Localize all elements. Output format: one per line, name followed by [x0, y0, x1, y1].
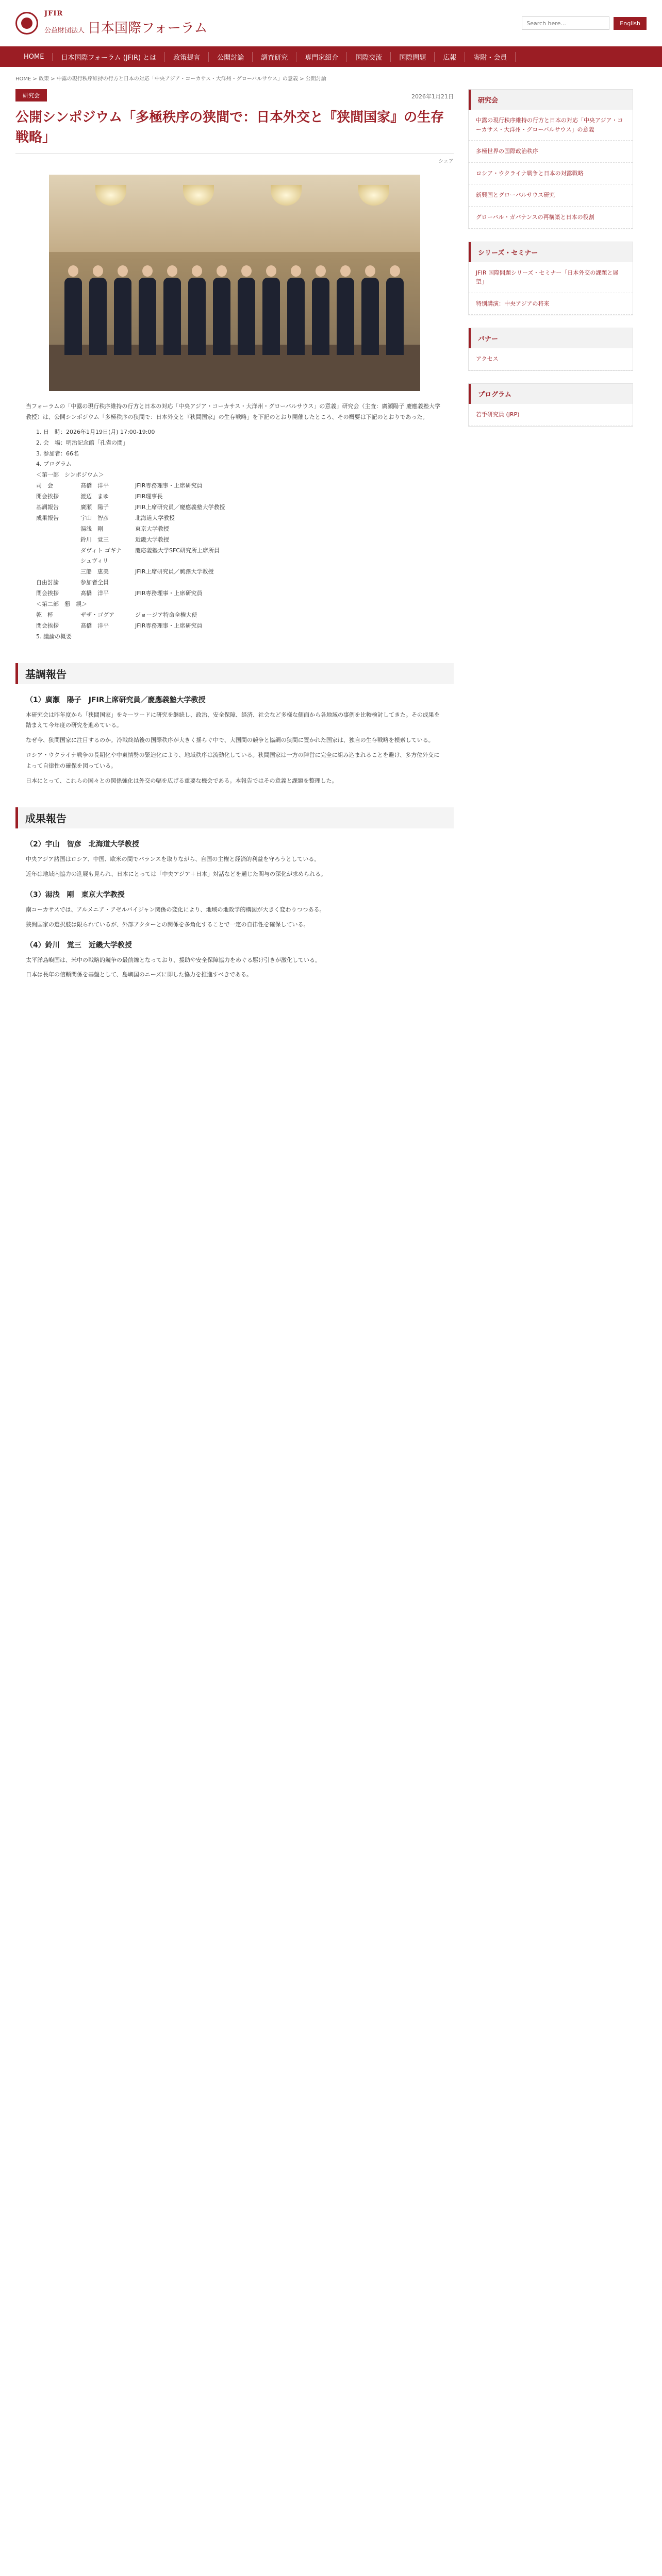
logo-ja: 日本国際フォーラム	[88, 21, 208, 36]
program-name: ダヴィト ゴギナシュヴィリ	[80, 547, 122, 565]
nav-item[interactable]: 広報	[435, 52, 465, 62]
share-row	[15, 157, 454, 164]
sidebar-box-research	[468, 89, 633, 229]
program-name: ザザ・ゴグア	[80, 611, 114, 618]
nav-item[interactable]: 調査研究	[253, 52, 296, 62]
program-role: 閉会挨拶	[36, 590, 59, 597]
sidebar-box-program	[468, 383, 633, 427]
nav-item[interactable]: 政策提言	[165, 52, 209, 62]
program-row	[36, 621, 433, 632]
results-heading: 成果報告	[15, 807, 454, 828]
sidebar-link[interactable]: 中露の現行秩序維持の行方と日本の対応「中央アジア・コーカサス・大洋州・グローバルサウス」の意義	[469, 110, 633, 141]
sidebar-heading: 研究会	[469, 90, 633, 110]
report-subheading: （4）鈴川 覚三 近畿大学教授	[26, 941, 132, 950]
program-row	[36, 546, 433, 567]
program-role: 開会挨拶	[36, 493, 59, 500]
program-role: 閉会挨拶	[36, 622, 59, 629]
english-button[interactable]: English	[614, 17, 647, 30]
keynote-subheading: （1）廣瀬 陽子 JFIR上席研究員／慶應義塾大学教授	[26, 696, 206, 704]
sidebar-link[interactable]: ロシア・ウクライナ戦争と日本の対露戦略	[469, 163, 633, 185]
logo-org: 公益財団法人	[44, 27, 85, 35]
program-org: 近畿大学教授	[135, 536, 169, 543]
nav-item[interactable]: 国際問題	[391, 52, 435, 62]
program-row	[36, 535, 433, 546]
program-row	[36, 567, 433, 578]
person-figure	[139, 265, 156, 355]
sidebar-heading: プログラム	[469, 384, 633, 404]
program-role	[36, 535, 72, 546]
person-figure	[213, 265, 230, 355]
program-item: 2. 会 場：明治記念館「孔雀の間」	[36, 439, 128, 446]
report-paragraph: 南コーカサスでは、アルメニア・アゼルバイジャン関係の変化により、地域の地政学的構図が大きく変わりつつある。	[26, 906, 325, 913]
program-name: 鈴川 覚三	[80, 536, 109, 543]
program-name: 参加者全員	[80, 579, 109, 586]
sidebar-link[interactable]: 若手研究員 (JRP)	[469, 404, 633, 426]
program-org: JFIR上席研究員／慶應義塾大学教授	[135, 504, 225, 511]
program-name: 髙橋 洋平	[80, 590, 109, 597]
program-org: 慶応義塾大学SFC研究所上席所員	[135, 547, 220, 554]
report-body	[15, 955, 454, 981]
search-input[interactable]	[522, 16, 609, 30]
report-paragraph: 近年は地域内協力の進展も見られ、日本にとっては「中央アジア＋日本」対話などを通じた関与の深化が求められる。	[26, 870, 326, 877]
program-item: 3. 参加者：66名	[36, 450, 79, 457]
sidebar-heading: バナー	[469, 328, 633, 348]
report-body	[15, 905, 454, 930]
program-name: 宇山 智彦	[80, 514, 109, 521]
jfir-logo-mark	[15, 12, 38, 35]
program-org: 北海道大学教授	[135, 514, 175, 521]
report-subheading: （2）宇山 智彦 北海道大学教授	[26, 840, 139, 849]
program-name: 髙橋 洋平	[80, 622, 109, 629]
nav-item[interactable]: 公開討論	[209, 52, 253, 62]
program-name: 湯浅 剛	[80, 525, 103, 532]
person-figure	[238, 265, 255, 355]
person-figure	[64, 265, 82, 355]
sidebar-heading: シリーズ・セミナー	[469, 242, 633, 262]
program-role	[36, 524, 72, 535]
sidebar-link[interactable]: アクセス	[469, 348, 633, 370]
program-item: 1. 日 時：2026年1月19日(月) 17:00-19:00	[36, 428, 155, 435]
person-figure	[337, 265, 354, 355]
keynote-paragraph: なぜ今、狭間国家に注目するのか。冷戦終結後の国際秩序が大きく揺らぐ中で、大国間の競争と協調の狭間に置かれた国家は、独自の生存戦略を模索している。	[26, 737, 434, 744]
intro-paragraph: 当フォーラムの「中露の現行秩序維持の行方と日本の対応「中央アジア・コーカサス・大洋州・グローバルサウス」の意義」研究会（主査：廣瀬陽子 慶應義塾大学教授）は、公開シンポジウム「多極秩序の狭間で：日本外交と『狭間国家』の生存戦略」を下記のとおり開催したところ、その概要は下記のとおりであった。	[26, 403, 440, 420]
nav-item[interactable]: 専門家紹介	[296, 52, 347, 62]
keynote-heading: 基調報告	[15, 663, 454, 684]
sidebar-box-seminar	[468, 242, 633, 316]
program-org: JFIR専務理事・上席研究員	[135, 482, 203, 489]
program-part2: ＜第二部 懇 親＞	[36, 601, 87, 608]
keynote-paragraph: ロシア・ウクライナ戦争の長期化や中東情勢の緊迫化により、地域秩序は流動化している。狭間国家は一方の陣営に完全に組み込まれることを避け、多方位外交によって自律性の確保を図っている。	[26, 752, 440, 770]
program-row	[36, 610, 433, 621]
group-photo	[49, 175, 420, 391]
program-name: 廣瀬 陽子	[80, 504, 109, 511]
category-tag[interactable]: 研究会	[15, 89, 47, 101]
keynote-paragraph: 日本にとって、これらの国々との関係強化は外交の幅を広げる重要な機会である。本報告ではその意義と課題を整理した。	[26, 777, 338, 785]
program-org: JFIR上席研究員／駒澤大学教授	[135, 568, 214, 575]
person-figure	[361, 265, 379, 355]
program-row	[36, 513, 433, 524]
site-logo[interactable]	[15, 10, 207, 37]
main-nav	[0, 46, 662, 67]
program-name: 三船 恵美	[80, 568, 109, 575]
article-title: 公開シンポジウム「多極秩序の狭間で：日本外交と『狭間国家』の生存戦略」	[15, 108, 454, 154]
person-figure	[287, 265, 305, 355]
sidebar-link[interactable]: 特別講演：中央アジアの将来	[469, 293, 633, 315]
sidebar-link[interactable]: 多極世界の国際政治秩序	[469, 141, 633, 163]
report-subheading: （3）湯浅 剛 東京大学教授	[26, 890, 125, 899]
program-org: ジョージア特命全権大使	[135, 611, 197, 618]
person-figure	[163, 265, 181, 355]
sidebar-box-banner	[468, 328, 633, 371]
sidebar-link[interactable]: JFIR 国際問題シリーズ・セミナー「日本外交の課題と展望」	[469, 262, 633, 293]
breadcrumb: HOME > 政策 > 中露の現行秩序維持の行方と日本の対応「中央アジア・コーカサス・大洋州・グローバルサウス」の意義 > 公開討論	[15, 76, 326, 82]
program-name: 渡辺 まゆ	[80, 493, 109, 500]
results-body	[15, 839, 454, 980]
report-paragraph: 日本は長年の信頼関係を基盤として、島嶼国のニーズに即した協力を推進すべきである。	[26, 971, 253, 978]
person-figure	[262, 265, 280, 355]
program-role: 成果報告	[36, 514, 59, 521]
article-main	[15, 89, 454, 985]
nav-item[interactable]: 国際交流	[347, 52, 391, 62]
sidebar-link[interactable]: 新興国とグローバルサウス研究	[469, 184, 633, 207]
program-item: 4. プログラム	[36, 461, 72, 468]
keynote-body	[15, 710, 454, 787]
keynote-paragraph: 本研究会は昨年度から「狭間国家」をキーワードに研究を継続し、政治、安全保障、経済、社会など多様な側面から各地域の事例を比較検討してきた。その成果を踏まえて今年度の研究を進めている。	[26, 711, 440, 729]
program-org: JFIR専務理事・上席研究員	[135, 622, 203, 629]
program	[15, 427, 454, 642]
program-role	[36, 567, 72, 578]
person-figure	[386, 265, 404, 355]
nav-item[interactable]: 日本国際フォーラム (JFIR) とは	[53, 52, 165, 62]
report-paragraph: 中央アジア諸国はロシア、中国、欧米の間でバランスを取りながら、自国の主権と経済的利益を守ろうとしている。	[26, 855, 320, 862]
program-item5: 5. 議論の概要	[36, 633, 72, 640]
site-header	[0, 0, 662, 46]
logo-en: JFIR	[44, 10, 63, 18]
program-row	[36, 502, 433, 513]
intro	[15, 401, 454, 423]
program-name: 髙橋 洋平	[80, 482, 109, 489]
article-date: 2026年1月21日	[411, 93, 454, 100]
program-role: 司 会	[36, 482, 53, 489]
nav-item[interactable]: HOME	[15, 53, 53, 61]
person-figure	[114, 265, 131, 355]
sidebar	[468, 89, 633, 985]
program-row	[36, 578, 433, 588]
sidebar-link[interactable]: グローバル・ガバナンスの再構築と日本の役割	[469, 207, 633, 229]
program-org: JFIR専務理事・上席研究員	[135, 590, 203, 597]
nav-item[interactable]: 寄附・会員	[465, 52, 516, 62]
share-label[interactable]: シェア	[438, 159, 454, 164]
program-role	[36, 546, 72, 567]
program-row	[36, 481, 433, 492]
person-figure	[89, 265, 107, 355]
program-role: 基調報告	[36, 504, 59, 511]
program-org: JFIR理事長	[135, 493, 163, 500]
program-part1: ＜第一部 シンポジウム＞	[36, 471, 104, 479]
report-body	[15, 854, 454, 880]
program-role: 自由討論	[36, 579, 59, 586]
program-row	[36, 524, 433, 535]
program-row	[36, 588, 433, 599]
program-org: 東京大学教授	[135, 525, 169, 532]
program-role: 乾 杯	[36, 611, 53, 618]
person-figure	[312, 265, 329, 355]
person-figure	[188, 265, 206, 355]
report-paragraph: 狭間国家の選択肢は限られているが、外部アクターとの関係を多角化することで一定の自律性を確保している。	[26, 921, 309, 928]
program-row	[36, 492, 433, 502]
report-paragraph: 太平洋島嶼国は、米中の戦略的競争の最前線となっており、援助や安全保障協力をめぐる駆け引きが激化している。	[26, 956, 321, 963]
